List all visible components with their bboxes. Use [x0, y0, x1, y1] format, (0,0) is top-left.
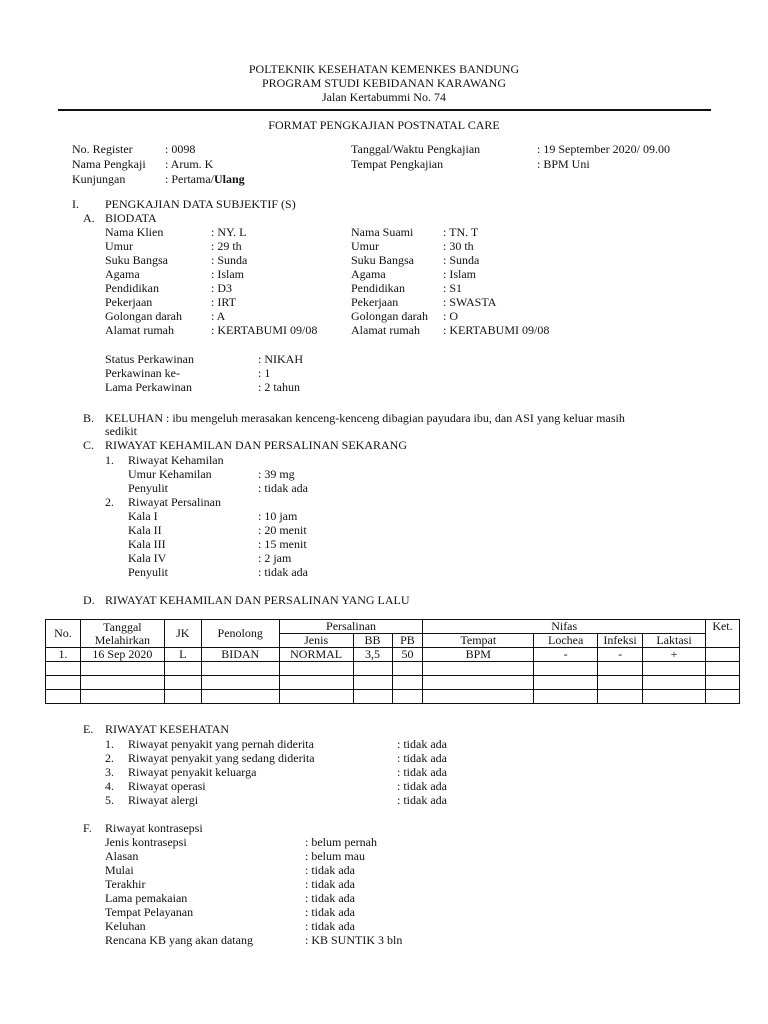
cell-lochea: -: [534, 648, 598, 662]
header-tanggal-line2: Melahirkan: [94, 632, 151, 647]
client-label: Pekerjaan: [105, 295, 153, 309]
meta-value: : 0098: [165, 142, 196, 156]
subsection-letter: E.: [83, 722, 94, 736]
header-ket-cont: [705, 634, 739, 648]
header-divider: [58, 109, 711, 111]
husband-label: Suku Bangsa: [351, 253, 414, 267]
client-label: Suku Bangsa: [105, 253, 168, 267]
husband-label: Nama Suami: [351, 225, 414, 239]
contraception-value: : tidak ada: [305, 919, 355, 933]
header-bb: BB: [353, 634, 392, 648]
cell-jenis: NORMAL: [279, 648, 353, 662]
header-ket: Ket.: [705, 620, 739, 634]
husband-value: : TN. T: [443, 225, 479, 239]
labor-label: Kala I: [128, 509, 158, 523]
labor-value: : 20 menit: [258, 523, 307, 537]
health-history-label: Riwayat penyakit yang pernah diderita: [128, 737, 314, 751]
contraception-value: : tidak ada: [305, 891, 355, 905]
meta-value: : Arum. K: [165, 157, 214, 171]
labor-value: : 2 jam: [258, 551, 292, 565]
contraception-value: : tidak ada: [305, 905, 355, 919]
labor-label: Kala IV: [128, 551, 167, 565]
health-history-label: Riwayat penyakit keluarga: [128, 765, 257, 779]
marital-value: : NIKAH: [258, 352, 303, 366]
cell-pb: 50: [392, 648, 423, 662]
item-number: 2.: [105, 751, 114, 765]
meta-value: [165, 172, 245, 186]
husband-value: : KERTABUMI 09/08: [443, 323, 550, 337]
health-history-value: : tidak ada: [397, 751, 447, 765]
contraception-label: Keluhan: [105, 919, 146, 933]
client-value: : KERTABUMI 09/08: [211, 323, 318, 337]
client-label: Alamat rumah: [105, 323, 174, 337]
labor-label: Kala III: [128, 537, 166, 551]
pregnancy-label: Penyulit: [128, 481, 169, 495]
subsection-title: Riwayat kontrasepsi: [105, 821, 203, 835]
contraception-value: : belum pernah: [305, 835, 377, 849]
institution-name: POLTEKNIK KESEHATAN KEMENKES BANDUNG: [248, 62, 520, 76]
labor-value: : 10 jam: [258, 509, 298, 523]
visit-type-selected: Ulang: [213, 172, 245, 186]
pregnancy-value: : tidak ada: [258, 481, 308, 495]
item-number: 5.: [105, 793, 114, 807]
complaint-text: KELUHAN : ibu mengeluh merasakan kenceng-kenceng dibagian payudara ibu, dan ASI yang keluar masih: [105, 411, 625, 425]
contraception-value: : KB SUNTIK 3 bln: [305, 933, 403, 947]
program-name: PROGRAM STUDI KEBIDANAN KARAWANG: [261, 76, 507, 90]
subsection-title: RIWAYAT KEHAMILAN DAN PERSALINAN YANG LALU: [105, 593, 410, 607]
cell-jk: L: [164, 648, 201, 662]
cell-infeksi: -: [598, 648, 643, 662]
cell-ket: [705, 648, 739, 662]
husband-label: Agama: [351, 267, 386, 281]
client-value: : Islam: [211, 267, 244, 281]
item-number: 4.: [105, 779, 114, 793]
meta-label: No. Register: [72, 142, 133, 156]
item-title: Riwayat Kehamilan: [128, 453, 224, 467]
header-pb: PB: [392, 634, 423, 648]
form-title: FORMAT PENGKAJIAN POSTNATAL CARE: [268, 118, 500, 132]
marital-value: : 1: [258, 366, 271, 380]
meta-label: Tanggal/Waktu Pengkajian: [351, 142, 481, 156]
item-number: 3.: [105, 765, 114, 779]
header-laktasi: Laktasi: [643, 634, 706, 648]
visit-type-prefix: : Pertama/: [165, 172, 214, 186]
header-tanggal: [80, 620, 164, 648]
subsection-title: BIODATA: [105, 211, 157, 225]
client-value: : A: [211, 309, 226, 323]
table-row-empty: [46, 662, 740, 676]
marital-value: : 2 tahun: [258, 380, 300, 394]
complaint-text-continued: sedikit: [105, 424, 137, 438]
item-title: Riwayat Persalinan: [128, 495, 221, 509]
husband-label: Pekerjaan: [351, 295, 399, 309]
client-value: : 29 th: [211, 239, 242, 253]
cell-tempat: BPM: [423, 648, 534, 662]
header-persalinan: Persalinan: [279, 620, 423, 634]
client-value: : IRT: [211, 295, 236, 309]
cell-tanggal: 16 Sep 2020: [80, 648, 164, 662]
subsection-title: RIWAYAT KESEHATAN: [105, 722, 230, 736]
section-title: PENGKAJIAN DATA SUBJEKTIF (S): [105, 197, 296, 211]
table-header-row: [46, 620, 740, 634]
subsection-letter: A.: [83, 211, 95, 225]
item-number: 1.: [105, 737, 114, 751]
health-history-label: Riwayat penyakit yang sedang diderita: [128, 751, 315, 765]
husband-label: Pendidikan: [351, 281, 405, 295]
husband-value: : 30 th: [443, 239, 474, 253]
meta-label: Nama Pengkaji: [72, 157, 146, 171]
contraception-value: : tidak ada: [305, 877, 355, 891]
marital-label: Status Perkawinan: [105, 352, 194, 366]
contraception-label: Terakhir: [105, 877, 146, 891]
pregnancy-value: : 39 mg: [258, 467, 295, 481]
meta-value: : 19 September 2020/ 09.00: [537, 142, 670, 156]
client-value: : Sunda: [211, 253, 248, 267]
labor-label: Kala II: [128, 523, 162, 537]
contraception-label: Mulai: [105, 863, 134, 877]
table-row: [46, 648, 740, 662]
header-jenis: Jenis: [279, 634, 353, 648]
health-history-value: : tidak ada: [397, 765, 447, 779]
subsection-letter: D.: [83, 593, 95, 607]
meta-value: : BPM Uni: [537, 157, 590, 171]
health-history-value: : tidak ada: [397, 737, 447, 751]
contraception-value: : tidak ada: [305, 863, 355, 877]
husband-label: Umur: [351, 239, 379, 253]
husband-value: : Sunda: [443, 253, 480, 267]
client-value: : D3: [211, 281, 232, 295]
client-label: Umur: [105, 239, 133, 253]
contraception-label: Alasan: [105, 849, 139, 863]
section-number: I.: [72, 197, 79, 211]
husband-value: : S1: [443, 281, 463, 295]
header-no: No.: [46, 620, 81, 648]
labor-value: : 15 menit: [258, 537, 307, 551]
item-number: 1.: [105, 453, 114, 467]
header-tanggal-line1: Tanggal: [103, 619, 142, 634]
header-infeksi: Infeksi: [598, 634, 643, 648]
subsection-letter: B.: [83, 411, 95, 425]
contraception-label: Rencana KB yang akan datang: [105, 933, 253, 947]
contraception-value: : belum mau: [305, 849, 365, 863]
contraception-label: Lama pemakaian: [105, 891, 188, 905]
header-jk: JK: [164, 620, 201, 648]
previous-births-table: [45, 619, 740, 704]
header-tempat: Tempat: [423, 634, 534, 648]
meta-label: Kunjungan: [72, 172, 126, 186]
contraception-label: Jenis kontrasepsi: [105, 835, 187, 849]
client-value: : NY. L: [211, 225, 247, 239]
husband-label: Golongan darah: [351, 309, 428, 323]
client-label: Nama Klien: [105, 225, 164, 239]
health-history-label: Riwayat alergi: [128, 793, 199, 807]
header-penolong: Penolong: [201, 620, 279, 648]
labor-label: Penyulit: [128, 565, 169, 579]
husband-value: : O: [443, 309, 458, 323]
subsection-title: RIWAYAT KEHAMILAN DAN PERSALINAN SEKARANG: [105, 438, 408, 452]
header-nifas: Nifas: [423, 620, 706, 634]
cell-no: 1.: [46, 648, 81, 662]
table-row-empty: [46, 676, 740, 690]
husband-value: : Islam: [443, 267, 476, 281]
client-label: Golongan darah: [105, 309, 182, 323]
contraception-label: Tempat Pelayanan: [105, 905, 194, 919]
health-history-label: Riwayat operasi: [128, 779, 206, 793]
health-history-value: : tidak ada: [397, 779, 447, 793]
marital-label: Lama Perkawinan: [105, 380, 192, 394]
institution-address: Jalan Kertabummi No. 74: [322, 90, 446, 104]
marital-label: Perkawinan ke-: [105, 366, 180, 380]
cell-penolong: BIDAN: [201, 648, 279, 662]
labor-value: : tidak ada: [258, 565, 308, 579]
table-row-empty: [46, 690, 740, 704]
meta-label: Tempat Pengkajian: [351, 157, 444, 171]
pregnancy-label: Umur Kehamilan: [128, 467, 212, 481]
cell-bb: 3,5: [353, 648, 392, 662]
header-lochea: Lochea: [534, 634, 598, 648]
item-number: 2.: [105, 495, 114, 509]
health-history-value: : tidak ada: [397, 793, 447, 807]
client-label: Agama: [105, 267, 140, 281]
subsection-letter: C.: [83, 438, 95, 452]
husband-label: Alamat rumah: [351, 323, 420, 337]
subsection-letter: F.: [83, 821, 92, 835]
cell-laktasi: +: [643, 648, 706, 662]
client-label: Pendidikan: [105, 281, 159, 295]
husband-value: : SWASTA: [443, 295, 497, 309]
